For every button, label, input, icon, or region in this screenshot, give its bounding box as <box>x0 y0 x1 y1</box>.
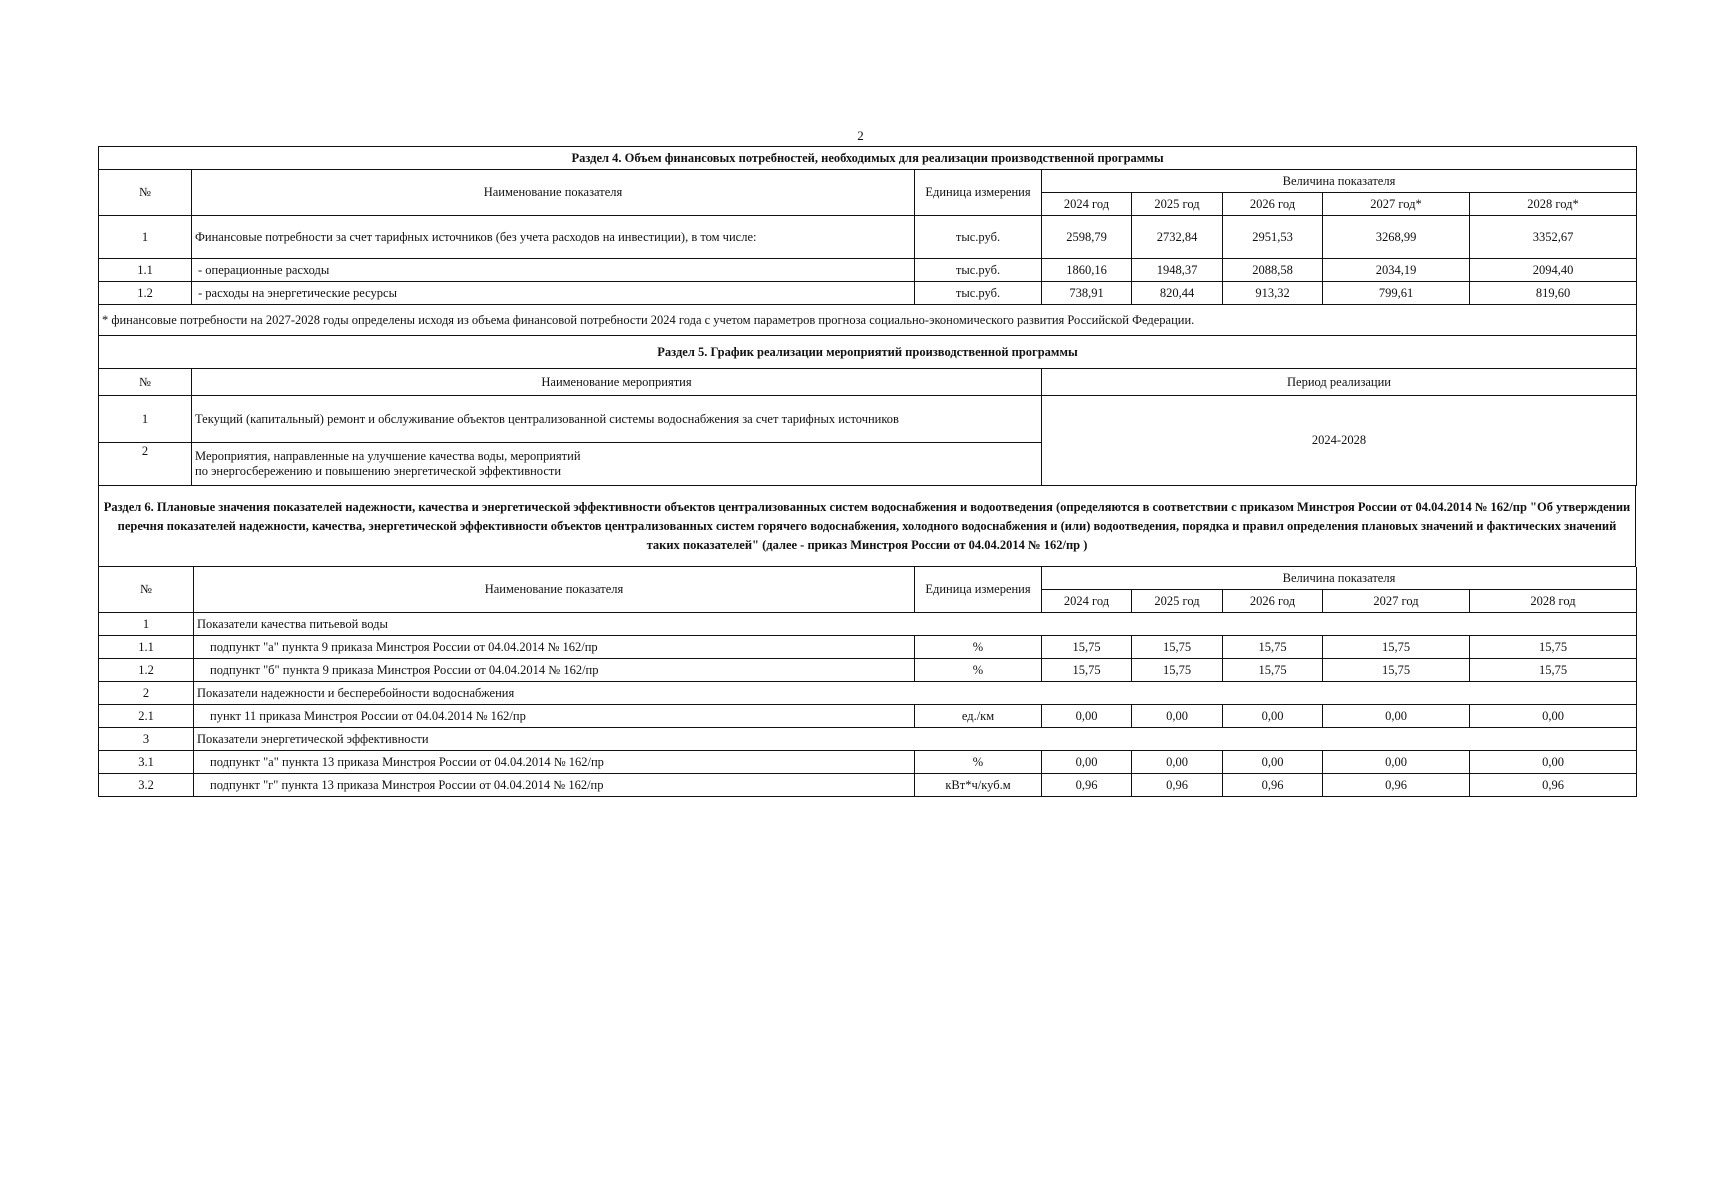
row-name-line: по энергосбережению и повышению энергетической эффективности <box>195 464 562 478</box>
col-header-period: Период реализации <box>1042 369 1637 396</box>
col-header-name: Наименование показателя <box>192 170 915 216</box>
row-name: подпункт "б" пункта 9 приказа Минстроя России от 04.04.2014 № 162/пр <box>194 659 915 682</box>
year-header: 2027 год* <box>1323 193 1470 216</box>
year-header: 2028 год* <box>1470 193 1637 216</box>
row-name: Текущий (капитальный) ремонт и обслуживание объектов централизованной системы водоснабжения за счет тарифных источников <box>192 396 1042 443</box>
row-no: 1 <box>99 396 192 443</box>
col-header-no: № <box>99 369 192 396</box>
row-name <box>192 443 1042 486</box>
row-value: 2034,19 <box>1323 259 1470 282</box>
row-name: Финансовые потребности за счет тарифных источников (без учета расходов на инвестиции), в том числе: <box>192 216 915 259</box>
year-header: 2024 год <box>1042 193 1132 216</box>
row-no: 1.1 <box>99 636 194 659</box>
year-header: 2025 год <box>1132 193 1223 216</box>
group-name: Показатели энергетической эффективности <box>194 728 1637 751</box>
table-row <box>99 659 1637 682</box>
page-number: 2 <box>857 128 864 143</box>
row-value: 819,60 <box>1470 282 1637 305</box>
row-value: 913,32 <box>1223 282 1323 305</box>
group-no: 3 <box>99 728 194 751</box>
group-no: 2 <box>99 682 194 705</box>
row-value: 2088,58 <box>1223 259 1323 282</box>
row-unit: тыс.руб. <box>915 216 1042 259</box>
table-row <box>99 282 1637 305</box>
row-value: 15,75 <box>1470 659 1637 682</box>
col-header-value: Величина показателя <box>1042 567 1637 590</box>
row-value: 1948,37 <box>1132 259 1223 282</box>
row-unit: ед./км <box>915 705 1042 728</box>
row-value: 820,44 <box>1132 282 1223 305</box>
year-header: 2028 год <box>1470 590 1637 613</box>
row-value: 0,96 <box>1042 774 1132 797</box>
row-value: 0,96 <box>1223 774 1323 797</box>
row-name: пункт 11 приказа Минстроя России от 04.04.2014 № 162/пр <box>194 705 915 728</box>
row-name: подпункт "г" пункта 13 приказа Минстроя России от 04.04.2014 № 162/пр <box>194 774 915 797</box>
document-body <box>98 146 1636 797</box>
row-value: 0,00 <box>1132 705 1223 728</box>
table-row <box>99 774 1637 797</box>
row-value: 3352,67 <box>1470 216 1637 259</box>
year-header: 2027 год <box>1323 590 1470 613</box>
row-no: 1.2 <box>99 282 192 305</box>
row-unit: кВт*ч/куб.м <box>915 774 1042 797</box>
row-value: 799,61 <box>1323 282 1470 305</box>
row-name: - расходы на энергетические ресурсы <box>192 282 915 305</box>
section4-title: Раздел 4. Объем финансовых потребностей, необходимых для реализации производственной программы <box>99 147 1637 170</box>
row-value: 0,00 <box>1132 751 1223 774</box>
row-value: 0,00 <box>1470 751 1637 774</box>
col-header-name: Наименование мероприятия <box>192 369 1042 396</box>
row-value: 15,75 <box>1323 636 1470 659</box>
row-no: 2 <box>99 443 192 486</box>
row-name: подпункт "а" пункта 13 приказа Минстроя России от 04.04.2014 № 162/пр <box>194 751 915 774</box>
row-unit: тыс.руб. <box>915 259 1042 282</box>
col-header-no: № <box>99 170 192 216</box>
row-value: 2951,53 <box>1223 216 1323 259</box>
group-name: Показатели надежности и бесперебойности водоснабжения <box>194 682 1637 705</box>
table-row <box>99 396 1637 443</box>
row-name: подпункт "а" пункта 9 приказа Минстроя России от 04.04.2014 № 162/пр <box>194 636 915 659</box>
row-value: 0,00 <box>1470 705 1637 728</box>
row-value: 15,75 <box>1042 636 1132 659</box>
row-value: 1860,16 <box>1042 259 1132 282</box>
row-value: 0,00 <box>1323 705 1470 728</box>
year-header: 2026 год <box>1223 193 1323 216</box>
row-no: 1 <box>99 216 192 259</box>
row-value: 15,75 <box>1042 659 1132 682</box>
row-unit: % <box>915 636 1042 659</box>
row-value: 738,91 <box>1042 282 1132 305</box>
table-row <box>99 216 1637 259</box>
table-row <box>99 259 1637 282</box>
row-value: 0,00 <box>1042 751 1132 774</box>
row-value: 0,00 <box>1323 751 1470 774</box>
period-value: 2024-2028 <box>1042 396 1637 486</box>
row-unit: тыс.руб. <box>915 282 1042 305</box>
col-header-unit: Единица измерения <box>915 567 1042 613</box>
table-row <box>99 636 1637 659</box>
row-value: 0,00 <box>1223 705 1323 728</box>
year-header: 2024 год <box>1042 590 1132 613</box>
row-value: 15,75 <box>1132 636 1223 659</box>
row-value: 15,75 <box>1470 636 1637 659</box>
table-row <box>99 705 1637 728</box>
year-header: 2026 год <box>1223 590 1323 613</box>
col-header-name: Наименование показателя <box>194 567 915 613</box>
col-header-no: № <box>99 567 194 613</box>
row-value: 3268,99 <box>1323 216 1470 259</box>
section5-table <box>98 336 1637 486</box>
row-value: 0,96 <box>1470 774 1637 797</box>
row-value: 15,75 <box>1132 659 1223 682</box>
row-no: 1.2 <box>99 659 194 682</box>
section5-title: Раздел 5. График реализации мероприятий производственной программы <box>99 336 1637 369</box>
row-value: 0,00 <box>1223 751 1323 774</box>
col-header-unit: Единица измерения <box>915 170 1042 216</box>
row-unit: % <box>915 659 1042 682</box>
section4-table <box>98 146 1637 336</box>
row-value: 2094,40 <box>1470 259 1637 282</box>
group-name: Показатели качества питьевой воды <box>194 613 1637 636</box>
row-value: 15,75 <box>1223 659 1323 682</box>
row-value: 2732,84 <box>1132 216 1223 259</box>
row-value: 0,96 <box>1132 774 1223 797</box>
row-value: 15,75 <box>1223 636 1323 659</box>
group-row <box>99 682 1637 705</box>
row-no: 3.1 <box>99 751 194 774</box>
row-value: 2598,79 <box>1042 216 1132 259</box>
group-row <box>99 613 1637 636</box>
row-no: 3.2 <box>99 774 194 797</box>
group-row <box>99 728 1637 751</box>
group-no: 1 <box>99 613 194 636</box>
year-header: 2025 год <box>1132 590 1223 613</box>
section6-table <box>98 567 1637 797</box>
row-name-line: Мероприятия, направленные на улучшение качества воды, мероприятий <box>195 449 581 463</box>
table-row <box>99 751 1637 774</box>
row-value: 0,96 <box>1323 774 1470 797</box>
row-no: 1.1 <box>99 259 192 282</box>
row-value: 15,75 <box>1323 659 1470 682</box>
row-unit: % <box>915 751 1042 774</box>
col-header-value: Величина показателя <box>1042 170 1637 193</box>
row-value: 0,00 <box>1042 705 1132 728</box>
section6-title: Раздел 6. Плановые значения показателей надежности, качества и энергетической эффективности объектов централизованных систем водоснабжения и водоотведения (определяются в соответствии с приказом Минстроя России от 04.04.2014 № 162/пр "Об утверждении перечня показателей надежности, качества, энергетической эффективности объектов централизованных систем горячего водоснабжения, холодного водоснабжения и (или) водоотведения, порядка и правил определения плановых значений и фактических значений таких показателей" (далее - приказ Минстроя России от 04.04.2014 № 162/пр ) <box>98 486 1636 567</box>
row-no: 2.1 <box>99 705 194 728</box>
section4-note: * финансовые потребности на 2027-2028 годы определены исходя из объема финансовой потребности 2024 года с учетом параметров прогноза социально-экономического развития Российской Федерации. <box>99 305 1637 336</box>
row-name: - операционные расходы <box>192 259 915 282</box>
